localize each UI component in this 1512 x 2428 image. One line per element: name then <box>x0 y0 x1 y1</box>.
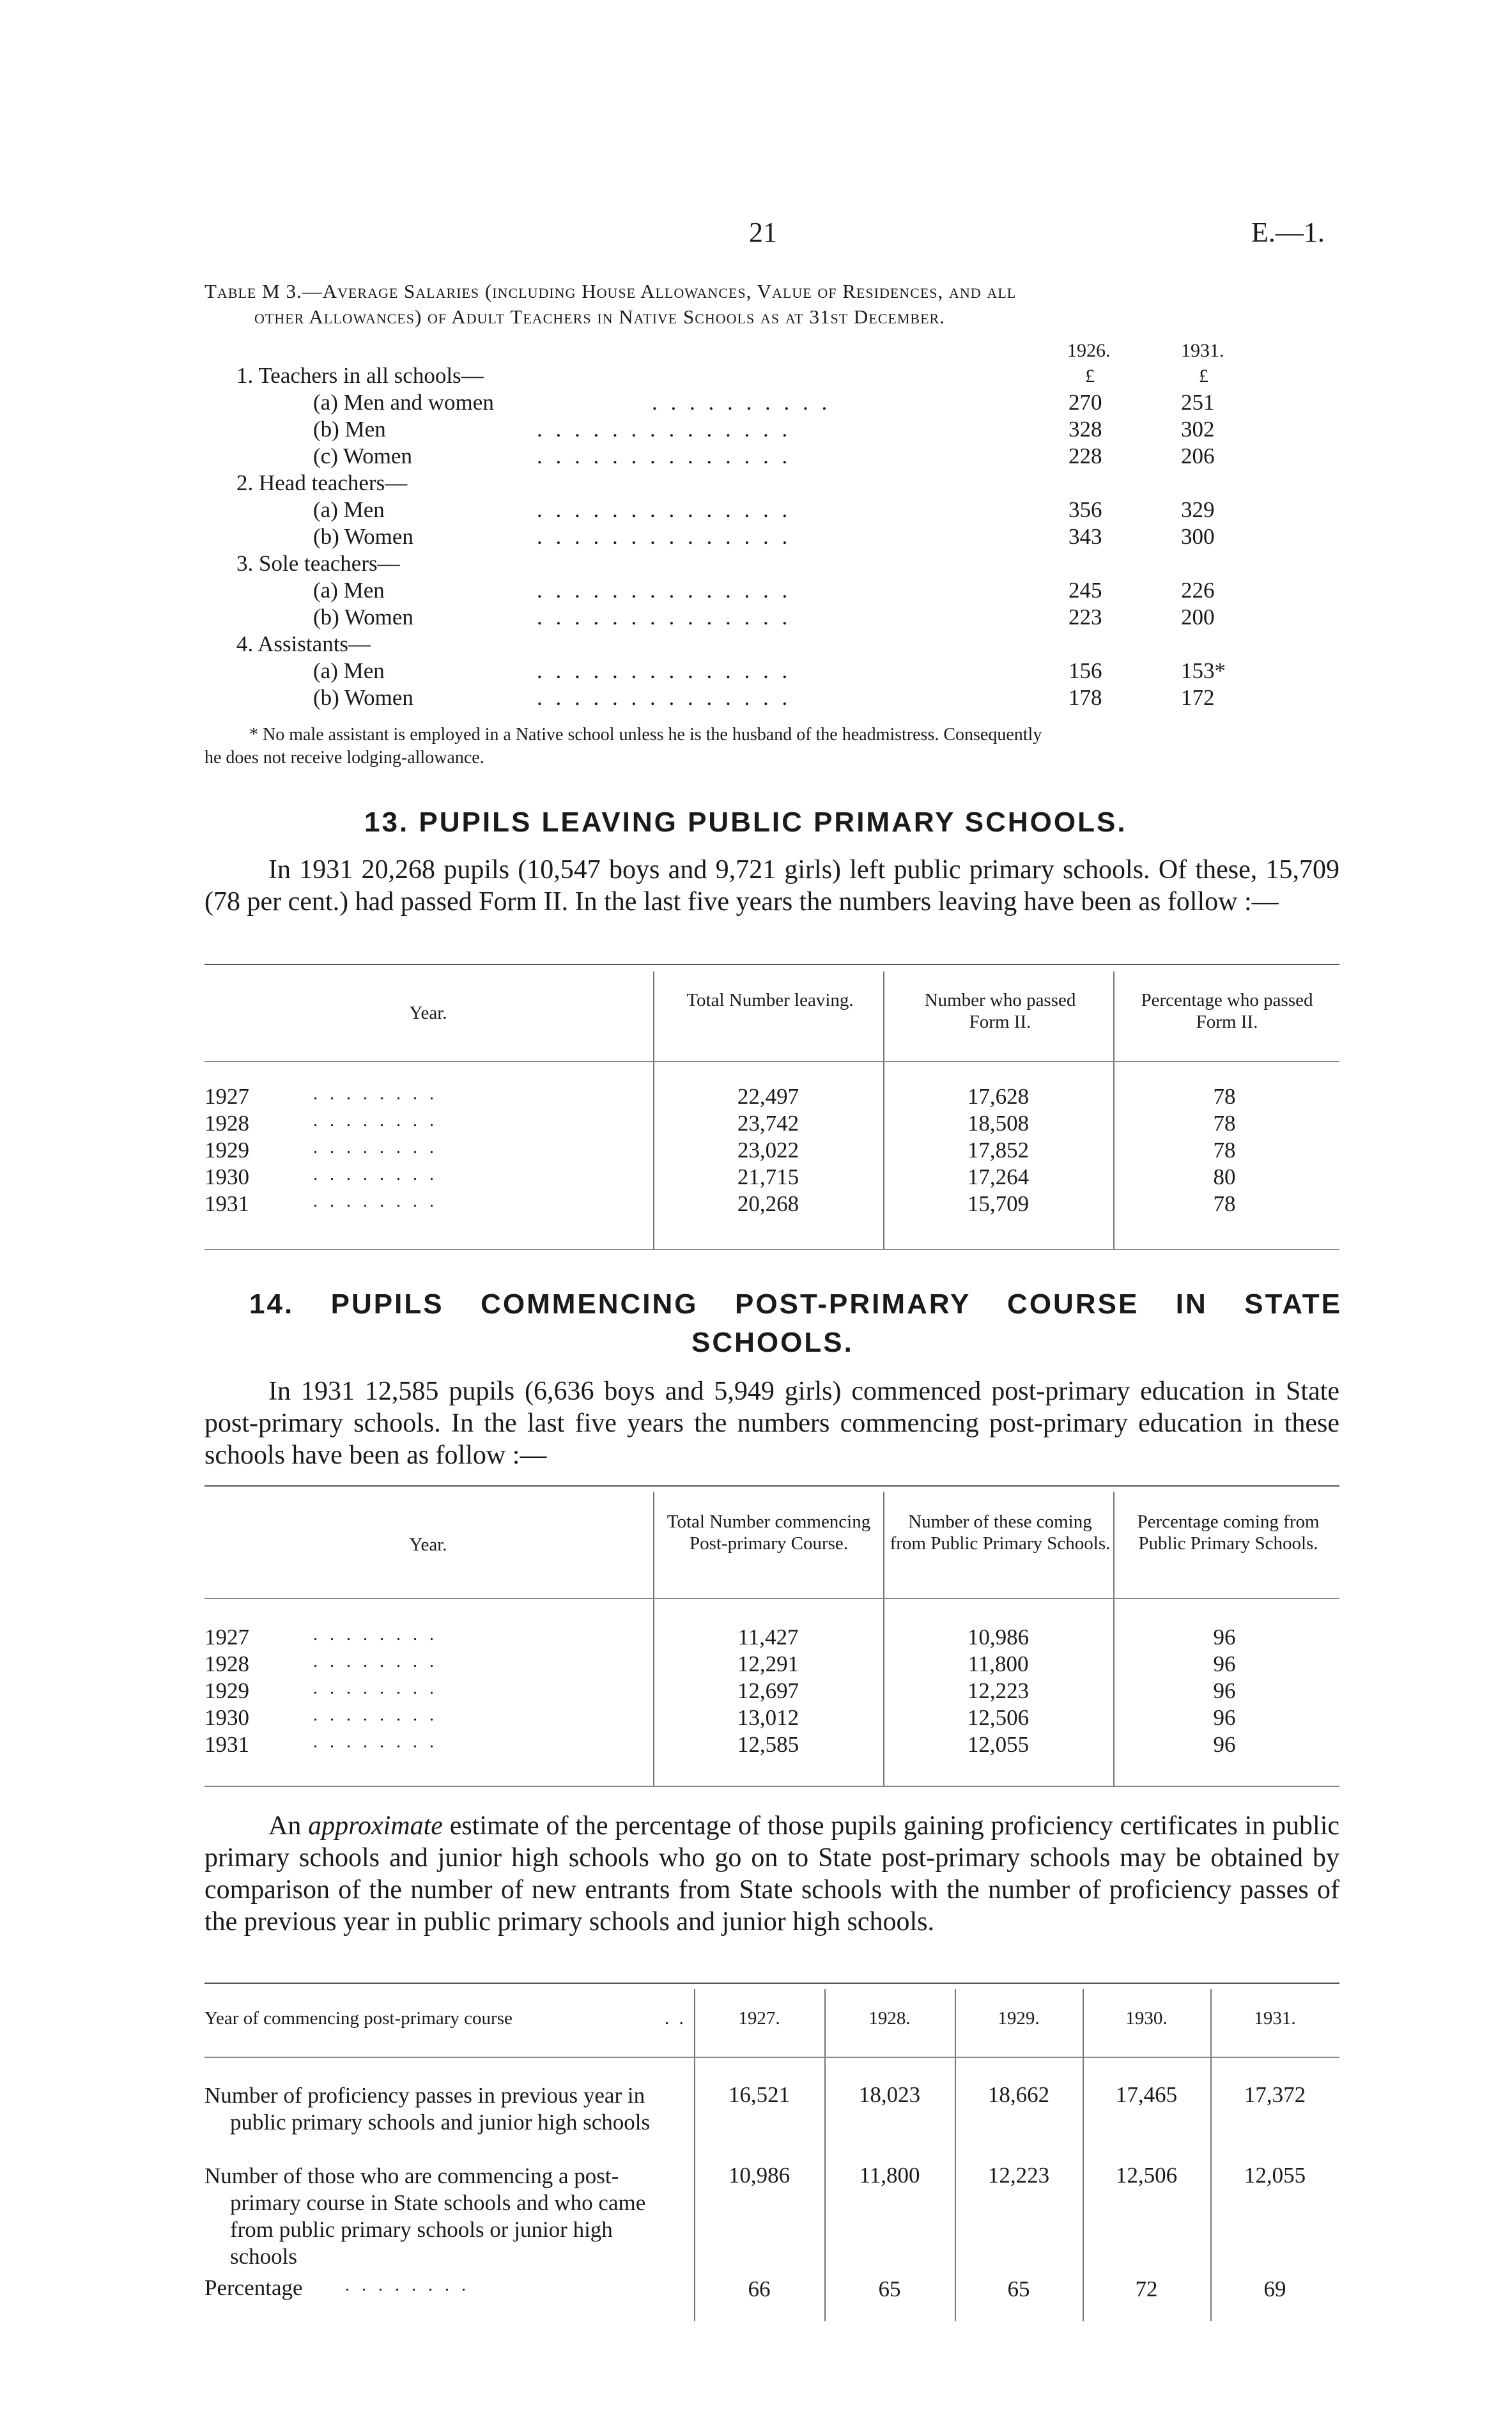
commencing-1931: 12,055 <box>1244 2163 1306 2188</box>
leader-dots: . . . . . . . . <box>313 1705 438 1725</box>
value-1931: 153* <box>1181 658 1226 683</box>
column-divider <box>1210 1989 1212 2321</box>
section-13-title: 13. PUPILS LEAVING PUBLIC PRIMARY SCHOOLS. <box>364 807 1127 838</box>
column-divider <box>1083 1989 1084 2321</box>
value-1926: 228 <box>1068 444 1102 468</box>
percentage-cell: 78 <box>1213 1084 1236 1109</box>
total-leaving-cell: 20,268 <box>737 1191 799 1216</box>
percentage-1928: 65 <box>878 2277 901 2301</box>
row-year: 1927 <box>204 1084 249 1109</box>
passes-1928: 18,023 <box>858 2082 921 2107</box>
caption-line-2: other Allowances) of Adult Teachers in Native Schools as at 31st December. <box>254 305 945 328</box>
leader-dots: . . . . . . . . . . . . . . <box>537 605 792 630</box>
row-label: (c) Women <box>313 444 412 468</box>
percentage-cell: 96 <box>1213 1678 1236 1703</box>
column-divider <box>883 1492 884 1786</box>
leader-dots: . . . . . . . . . . . . . . <box>537 658 792 683</box>
percentage-cell: 96 <box>1213 1732 1236 1757</box>
group-heading: 3. Sole teachers— <box>236 551 400 576</box>
value-1931: 200 <box>1181 605 1215 630</box>
from-public-primary-cell: 12,506 <box>967 1705 1030 1730</box>
column-divider <box>653 971 654 1250</box>
col-header-total-commencing: Total Number commencing Post-primary Course. <box>667 1512 871 1554</box>
percentage-cell: 78 <box>1213 1191 1236 1216</box>
table-top-rule <box>204 1485 1339 1487</box>
passed-form-ii-cell: 17,628 <box>967 1084 1030 1109</box>
value-1926: 156 <box>1068 658 1102 683</box>
value-1926: 223 <box>1068 605 1102 630</box>
row-label: (a) Men and women <box>313 390 494 415</box>
year-col-1928: 1928. <box>868 2008 911 2029</box>
row-label: (a) Men <box>313 497 385 522</box>
row-label-proficiency-passes: Number of proficiency passes in previous year in public primary schools and junior high schools <box>204 2083 651 2135</box>
value-1926: 328 <box>1068 417 1102 442</box>
col-header-year: Year. <box>409 1003 447 1023</box>
from-public-primary-cell: 11,800 <box>968 1651 1029 1676</box>
estimate-emphasis: approximate <box>308 1811 443 1841</box>
value-1931: 300 <box>1181 524 1215 549</box>
column-divider <box>653 1492 654 1786</box>
commencing-1930: 12,506 <box>1115 2163 1178 2188</box>
row-year: 1931 <box>204 1732 249 1757</box>
leader-dots: . . . . . . . . <box>313 1625 438 1644</box>
row-label: (b) Women <box>313 605 413 630</box>
year-col-1930: 1930. <box>1125 2008 1168 2029</box>
total-leaving-cell: 23,742 <box>737 1111 799 1136</box>
passed-form-ii-cell: 17,264 <box>967 1164 1030 1189</box>
total-leaving-cell: 23,022 <box>737 1138 799 1163</box>
percentage-cell: 78 <box>1213 1111 1236 1136</box>
table-top-rule <box>204 1983 1339 1984</box>
total-commencing-cell: 12,585 <box>737 1732 799 1757</box>
value-1931: 251 <box>1181 390 1215 415</box>
leader-dots: . . . . . . . . <box>313 1138 438 1157</box>
table-bottom-rule <box>204 1786 1339 1787</box>
year-col-1931: 1931. <box>1254 2008 1296 2029</box>
value-1931: 172 <box>1181 685 1215 710</box>
value-1926: 356 <box>1068 497 1102 522</box>
from-public-primary-cell: 12,055 <box>967 1732 1030 1757</box>
column-divider <box>1113 1492 1115 1786</box>
estimate-paragraph <box>204 1810 1339 1938</box>
col-unit-1931: £ <box>1199 366 1208 387</box>
col-header-total-leaving: Total Number leaving. <box>686 990 854 1010</box>
leader-dots: . . . . . . . . <box>313 1651 438 1671</box>
row-year: 1927 <box>204 1625 249 1650</box>
col-year-1931: 1931. <box>1181 340 1224 361</box>
row-label-percentage: Percentage <box>204 2275 303 2300</box>
leader-dots: . . . . . . . . . . . . . . <box>537 578 792 603</box>
leader-dots: . . . . . . . . <box>313 1111 438 1131</box>
total-commencing-cell: 11,427 <box>737 1625 799 1650</box>
value-1931: 302 <box>1181 417 1215 442</box>
leader-dots: . . <box>665 2008 686 2029</box>
leader-dots: . . . . . . . . <box>313 1084 438 1104</box>
table-top-rule <box>204 964 1339 965</box>
value-1926: 343 <box>1068 524 1102 549</box>
leader-dots: . . . . . . . . . . <box>652 390 831 415</box>
leader-dots: . . . . . . . . <box>345 2275 470 2295</box>
column-divider <box>883 971 884 1250</box>
passes-1927: 16,521 <box>728 2082 791 2107</box>
leader-dots: . . . . . . . . . . . . . . <box>537 685 792 710</box>
commencing-1928: 11,800 <box>859 2163 920 2188</box>
table-m3-footnote-line-2: he does not receive lodging-allowance. <box>204 748 484 768</box>
leader-dots: . . . . . . . . <box>313 1732 438 1752</box>
table-m3-footnote-line-1: * No male assistant is employed in a Native school unless he is the husband of the headmistress. Consequently <box>249 725 1042 745</box>
row-year: 1930 <box>204 1705 249 1730</box>
row-year: 1931 <box>204 1191 249 1216</box>
row-label: (b) Men <box>313 417 386 442</box>
row-year: 1929 <box>204 1138 249 1163</box>
leader-dots: . . . . . . . . <box>313 1164 438 1184</box>
header-rule <box>204 1598 1339 1599</box>
commencing-1929: 12,223 <box>987 2163 1050 2188</box>
commencing-1927: 10,986 <box>728 2163 791 2188</box>
value-1931: 226 <box>1181 578 1215 603</box>
leader-dots: . . . . . . . . . . . . . . <box>537 524 792 549</box>
group-heading: 1. Teachers in all schools— <box>236 363 484 388</box>
col-year-1926: 1926. <box>1067 340 1111 361</box>
from-public-primary-cell: 10,986 <box>967 1625 1030 1650</box>
row-label-commencing: Number of those who are commencing a post-primary course in State schools and who came from public primary schools or junior high schools <box>204 2163 646 2269</box>
column-divider <box>1113 971 1115 1250</box>
column-divider <box>824 1989 826 2321</box>
passes-1930: 17,465 <box>1115 2082 1178 2107</box>
row-year: 1928 <box>204 1111 249 1136</box>
total-leaving-cell: 22,497 <box>737 1084 799 1109</box>
caption-line-1: Table M 3.—Average Salaries (including House Allowances, Value of Residences, and all <box>204 280 1017 302</box>
column-divider <box>955 1989 956 2321</box>
header-rule <box>204 2057 1339 2058</box>
percentage-cell: 96 <box>1213 1705 1236 1730</box>
passes-1929: 18,662 <box>987 2082 1050 2107</box>
passed-form-ii-cell: 17,852 <box>967 1138 1030 1163</box>
row-label: (a) Men <box>313 578 385 603</box>
row-label: (b) Women <box>313 524 413 549</box>
percentage-cell: 78 <box>1213 1138 1236 1163</box>
header-rule <box>204 1061 1339 1062</box>
row-label: (a) Men <box>313 658 385 683</box>
col-header-percentage-from-public: Percentage coming from Public Primary Schools. <box>1137 1512 1320 1554</box>
total-commencing-cell: 13,012 <box>737 1705 799 1730</box>
passes-1931: 17,372 <box>1244 2082 1306 2107</box>
page-number: 21 <box>749 217 777 248</box>
section-13-paragraph: In 1931 20,268 pupils (10,547 boys and 9,721 girls) left public primary schools. Of these, 15,709 (78 per cent.) had passed Form II. In the last five years the numbers leaving have been as follow :— <box>204 855 1339 916</box>
row-year: 1930 <box>204 1164 249 1189</box>
percentage-cell: 80 <box>1213 1164 1236 1189</box>
table-bottom-rule <box>204 1249 1339 1250</box>
col-header-from-public-primary: Number of these coming from Public Primary Schools. <box>890 1512 1111 1554</box>
col-unit-1926: £ <box>1085 366 1095 387</box>
value-1926: 245 <box>1068 578 1102 603</box>
leader-dots: . . . . . . . . . . . . . . <box>537 444 792 468</box>
value-1926: 270 <box>1068 390 1102 415</box>
passed-form-ii-cell: 18,508 <box>967 1111 1030 1136</box>
col-header-passed-form-ii: Number who passed Form II. <box>924 990 1076 1032</box>
percentage-1929: 65 <box>1007 2277 1030 2301</box>
document-reference: E.—1. <box>1251 217 1325 248</box>
value-1931: 329 <box>1181 497 1215 522</box>
row-year: 1929 <box>204 1678 249 1703</box>
section-14-paragraph: In 1931 12,585 pupils (6,636 boys and 5,949 girls) commenced post-primary education in State post-primary schools. In the last five years the numbers commencing post-primary education in these schools have been as follow :— <box>204 1377 1339 1470</box>
value-1926: 178 <box>1068 685 1102 710</box>
leader-dots: . . . . . . . . . . . . . . <box>537 497 792 522</box>
year-col-1929: 1929. <box>998 2008 1040 2029</box>
column-divider <box>694 1989 695 2321</box>
percentage-cell: 96 <box>1213 1651 1236 1676</box>
total-commencing-cell: 12,697 <box>737 1678 799 1703</box>
group-heading: 2. Head teachers— <box>236 470 408 495</box>
percentage-1930: 72 <box>1135 2277 1158 2301</box>
estimate-rest: estimate of the percentage of those pupils gaining proficiency certificates in public primary schools and junior high schools who go on to State post-primary schools may be obtained by comparison of the number of new entrants from State schools with the number of proficiency passes of the previous year in public primary schools and junior high schools. <box>204 1811 1340 1937</box>
leader-dots: . . . . . . . . . . . . . . <box>537 417 792 442</box>
estimate-lead: An <box>268 1811 302 1841</box>
percentage-cell: 96 <box>1213 1625 1236 1650</box>
group-heading: 4. Assistants— <box>236 631 371 656</box>
section-14-title-line-2: SCHOOLS. <box>691 1327 854 1358</box>
header-year-of-commencing: Year of commencing post-primary course <box>204 2008 513 2029</box>
col-header-percentage-passed: Percentage who passed Form II. <box>1141 990 1313 1032</box>
table-m3-caption <box>204 279 1342 330</box>
row-label: (b) Women <box>313 685 413 710</box>
section-14-title-line-1: 14. PUPILS COMMENCING POST-PRIMARY COURSE IN STATE <box>249 1288 1342 1320</box>
leader-dots: . . . . . . . . <box>313 1678 438 1698</box>
year-col-1927: 1927. <box>738 2008 780 2029</box>
row-year: 1928 <box>204 1651 249 1676</box>
total-commencing-cell: 12,291 <box>737 1651 799 1676</box>
total-leaving-cell: 21,715 <box>737 1164 799 1189</box>
col-header-year: Year. <box>409 1535 447 1555</box>
passed-form-ii-cell: 15,709 <box>967 1191 1030 1216</box>
from-public-primary-cell: 12,223 <box>967 1678 1030 1703</box>
percentage-1927: 66 <box>748 2277 771 2301</box>
value-1931: 206 <box>1181 444 1215 468</box>
leader-dots: . . . . . . . . <box>313 1191 438 1211</box>
percentage-1931: 69 <box>1263 2277 1286 2301</box>
